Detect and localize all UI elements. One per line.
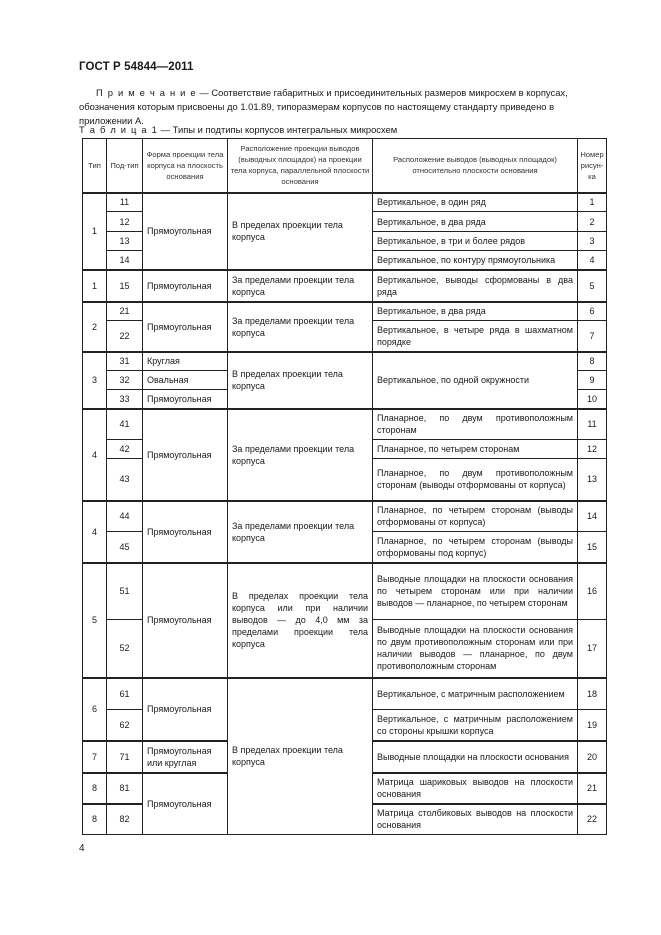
figure-cell: 5	[578, 270, 607, 302]
shape-cell: Прямоугольная	[143, 270, 228, 302]
shape-cell: Прямоугольная	[143, 501, 228, 563]
figure-cell: 17	[578, 620, 607, 678]
shape-cell: Прямоугольная	[143, 302, 228, 352]
table-row	[83, 678, 607, 710]
page-number: 4	[79, 843, 85, 854]
type-cell: 8	[83, 773, 107, 804]
table-row	[83, 193, 607, 212]
table-row	[83, 352, 607, 371]
location-cell: В пределах проекции тела корпуса	[228, 352, 373, 409]
location-cell: В пределах проекции тела корпуса	[228, 193, 373, 270]
arrangement-cell: Планарное, по двум противоположным сторонам	[373, 409, 578, 440]
arrangement-cell: Вертикальное, выводы сформованы в два ряда	[373, 270, 578, 302]
subtype-cell: 52	[107, 620, 143, 678]
header-subtype: Под-тип	[107, 139, 143, 193]
arrangement-cell: Вертикальное, в два ряда	[373, 212, 578, 232]
type-cell: 4	[83, 409, 107, 501]
location-cell: За пределами проекции тела корпуса	[228, 270, 373, 302]
subtype-cell: 15	[107, 270, 143, 302]
shape-cell: Круглая	[143, 352, 228, 371]
arrangement-cell: Планарное, по четырем сторонам	[373, 440, 578, 459]
figure-cell: 8	[578, 352, 607, 371]
figure-cell: 16	[578, 563, 607, 620]
note-paragraph	[79, 86, 591, 128]
shape-cell: Прямоугольная	[143, 563, 228, 678]
shape-cell: Прямоугольная	[143, 773, 228, 835]
figure-cell: 13	[578, 459, 607, 501]
header-type: Тип	[83, 139, 107, 193]
shape-cell: Прямоугольная	[143, 678, 228, 741]
subtype-cell: 41	[107, 409, 143, 440]
type-cell: 2	[83, 302, 107, 352]
subtype-cell: 11	[107, 193, 143, 212]
arrangement-cell: Вертикальное, в два ряда	[373, 302, 578, 321]
arrangement-cell: Вертикальное, в три и более рядов	[373, 232, 578, 251]
arrangement-cell: Вертикальное, в один ряд	[373, 193, 578, 212]
table-row	[83, 302, 607, 321]
figure-cell: 21	[578, 773, 607, 804]
table-caption	[79, 124, 397, 135]
subtype-cell: 44	[107, 501, 143, 532]
subtype-cell: 32	[107, 371, 143, 390]
header-location: Расположение проекции выводов (выводных площадок) на проекции тела корпуса, параллельной плоскости основания	[228, 139, 373, 193]
subtype-cell: 33	[107, 390, 143, 409]
table-row	[83, 409, 607, 440]
arrangement-cell: Вертикальное, с матричным расположением	[373, 678, 578, 710]
arrangement-cell: Матрица шариковых выводов на плоскости основания	[373, 773, 578, 804]
shape-cell: Прямоугольная	[143, 409, 228, 501]
arrangement-cell: Вертикальное, в четыре ряда в шахматном порядке	[373, 321, 578, 352]
arrangement-cell: Планарное, по двум противоположным сторонам (выводы отформованы от корпуса)	[373, 459, 578, 501]
subtype-cell: 12	[107, 212, 143, 232]
type-cell: 1	[83, 193, 107, 270]
subtype-cell: 21	[107, 302, 143, 321]
subtype-cell: 51	[107, 563, 143, 620]
type-cell: 6	[83, 678, 107, 741]
package-types-table	[82, 138, 607, 835]
arrangement-cell: Планарное, по четырем сторонам (выводы отформованы от корпуса)	[373, 501, 578, 532]
header-row	[83, 139, 607, 193]
arrangement-cell: Выводные площадки на плоскости основания	[373, 741, 578, 773]
note-text: — Соответствие габаритных и присоединительных размеров микросхем в корпусах, обозначения которым присвоены до 1.01.89, типоразмерам корпусов по настоящему стандарту приведено в приложении А.	[79, 87, 568, 126]
figure-cell: 19	[578, 710, 607, 741]
figure-cell: 9	[578, 371, 607, 390]
header-arrangement: Расположение выводов (выводных площадок) относительно плоскости основания	[373, 139, 578, 193]
figure-cell: 4	[578, 251, 607, 270]
figure-cell: 6	[578, 302, 607, 321]
type-cell: 3	[83, 352, 107, 409]
figure-cell: 15	[578, 532, 607, 563]
figure-cell: 10	[578, 390, 607, 409]
arrangement-cell: Матрица столбиковых выводов на плоскости основания	[373, 804, 578, 835]
table-row	[83, 270, 607, 302]
table-row	[83, 563, 607, 620]
arrangement-cell: Выводные площадки на плоскости основания по двум противоположным сторонам или при наличии выводов — планарное, по двум противоположным сторонам	[373, 620, 578, 678]
figure-cell: 12	[578, 440, 607, 459]
subtype-cell: 42	[107, 440, 143, 459]
figure-cell: 20	[578, 741, 607, 773]
type-cell: 1	[83, 270, 107, 302]
arrangement-cell: Вертикальное, с матричным расположением со стороны крышки корпуса	[373, 710, 578, 741]
figure-cell: 7	[578, 321, 607, 352]
header-figure: Номер рисун-ка	[578, 139, 607, 193]
shape-cell: Прямоугольная	[143, 390, 228, 409]
shape-cell: Прямоугольная или круглая	[143, 741, 228, 773]
shape-cell: Прямоугольная	[143, 193, 228, 270]
subtype-cell: 22	[107, 321, 143, 352]
subtype-cell: 45	[107, 532, 143, 563]
table-caption-text: — Типы и подтипы корпусов интегральных микросхем	[158, 124, 398, 135]
subtype-cell: 31	[107, 352, 143, 371]
location-cell: За пределами проекции тела корпуса	[228, 501, 373, 563]
note-label: П р и м е ч а н и е	[96, 87, 197, 98]
subtype-cell: 71	[107, 741, 143, 773]
figure-cell: 18	[578, 678, 607, 710]
subtype-cell: 14	[107, 251, 143, 270]
subtype-cell: 61	[107, 678, 143, 710]
location-cell: За пределами проекции тела корпуса	[228, 409, 373, 501]
figure-cell: 1	[578, 193, 607, 212]
subtype-cell: 81	[107, 773, 143, 804]
figure-cell: 14	[578, 501, 607, 532]
subtype-cell: 13	[107, 232, 143, 251]
subtype-cell: 82	[107, 804, 143, 835]
location-cell: В пределах проекции тела корпуса	[228, 678, 373, 835]
location-cell: За пределами проекции тела корпуса	[228, 302, 373, 352]
table-caption-label: Т а б л и ц а 1	[79, 124, 159, 135]
arrangement-cell: Выводные площадки на плоскости основания по четырем сторонам или при наличии выводов — планарное, по четырем сторонам	[373, 563, 578, 620]
location-cell: В пределах проекции тела корпуса или при наличии выводов — до 4,0 мм за пределами проекции тела корпуса	[228, 563, 373, 678]
subtype-cell: 43	[107, 459, 143, 501]
figure-cell: 11	[578, 409, 607, 440]
header-shape: Форма проекции тела корпуса на плоскость основания	[143, 139, 228, 193]
arrangement-cell: Вертикальное, по одной окружности	[373, 352, 578, 409]
figure-cell: 22	[578, 804, 607, 835]
type-cell: 8	[83, 804, 107, 835]
figure-cell: 2	[578, 212, 607, 232]
figure-cell: 3	[578, 232, 607, 251]
table-row	[83, 501, 607, 532]
type-cell: 4	[83, 501, 107, 563]
shape-cell: Овальная	[143, 371, 228, 390]
arrangement-cell: Планарное, по четырем сторонам (выводы отформованы под корпус)	[373, 532, 578, 563]
subtype-cell: 62	[107, 710, 143, 741]
type-cell: 7	[83, 741, 107, 773]
type-cell: 5	[83, 563, 107, 678]
document-title: ГОСТ Р 54844—2011	[79, 61, 194, 73]
arrangement-cell: Вертикальное, по контуру прямоугольника	[373, 251, 578, 270]
